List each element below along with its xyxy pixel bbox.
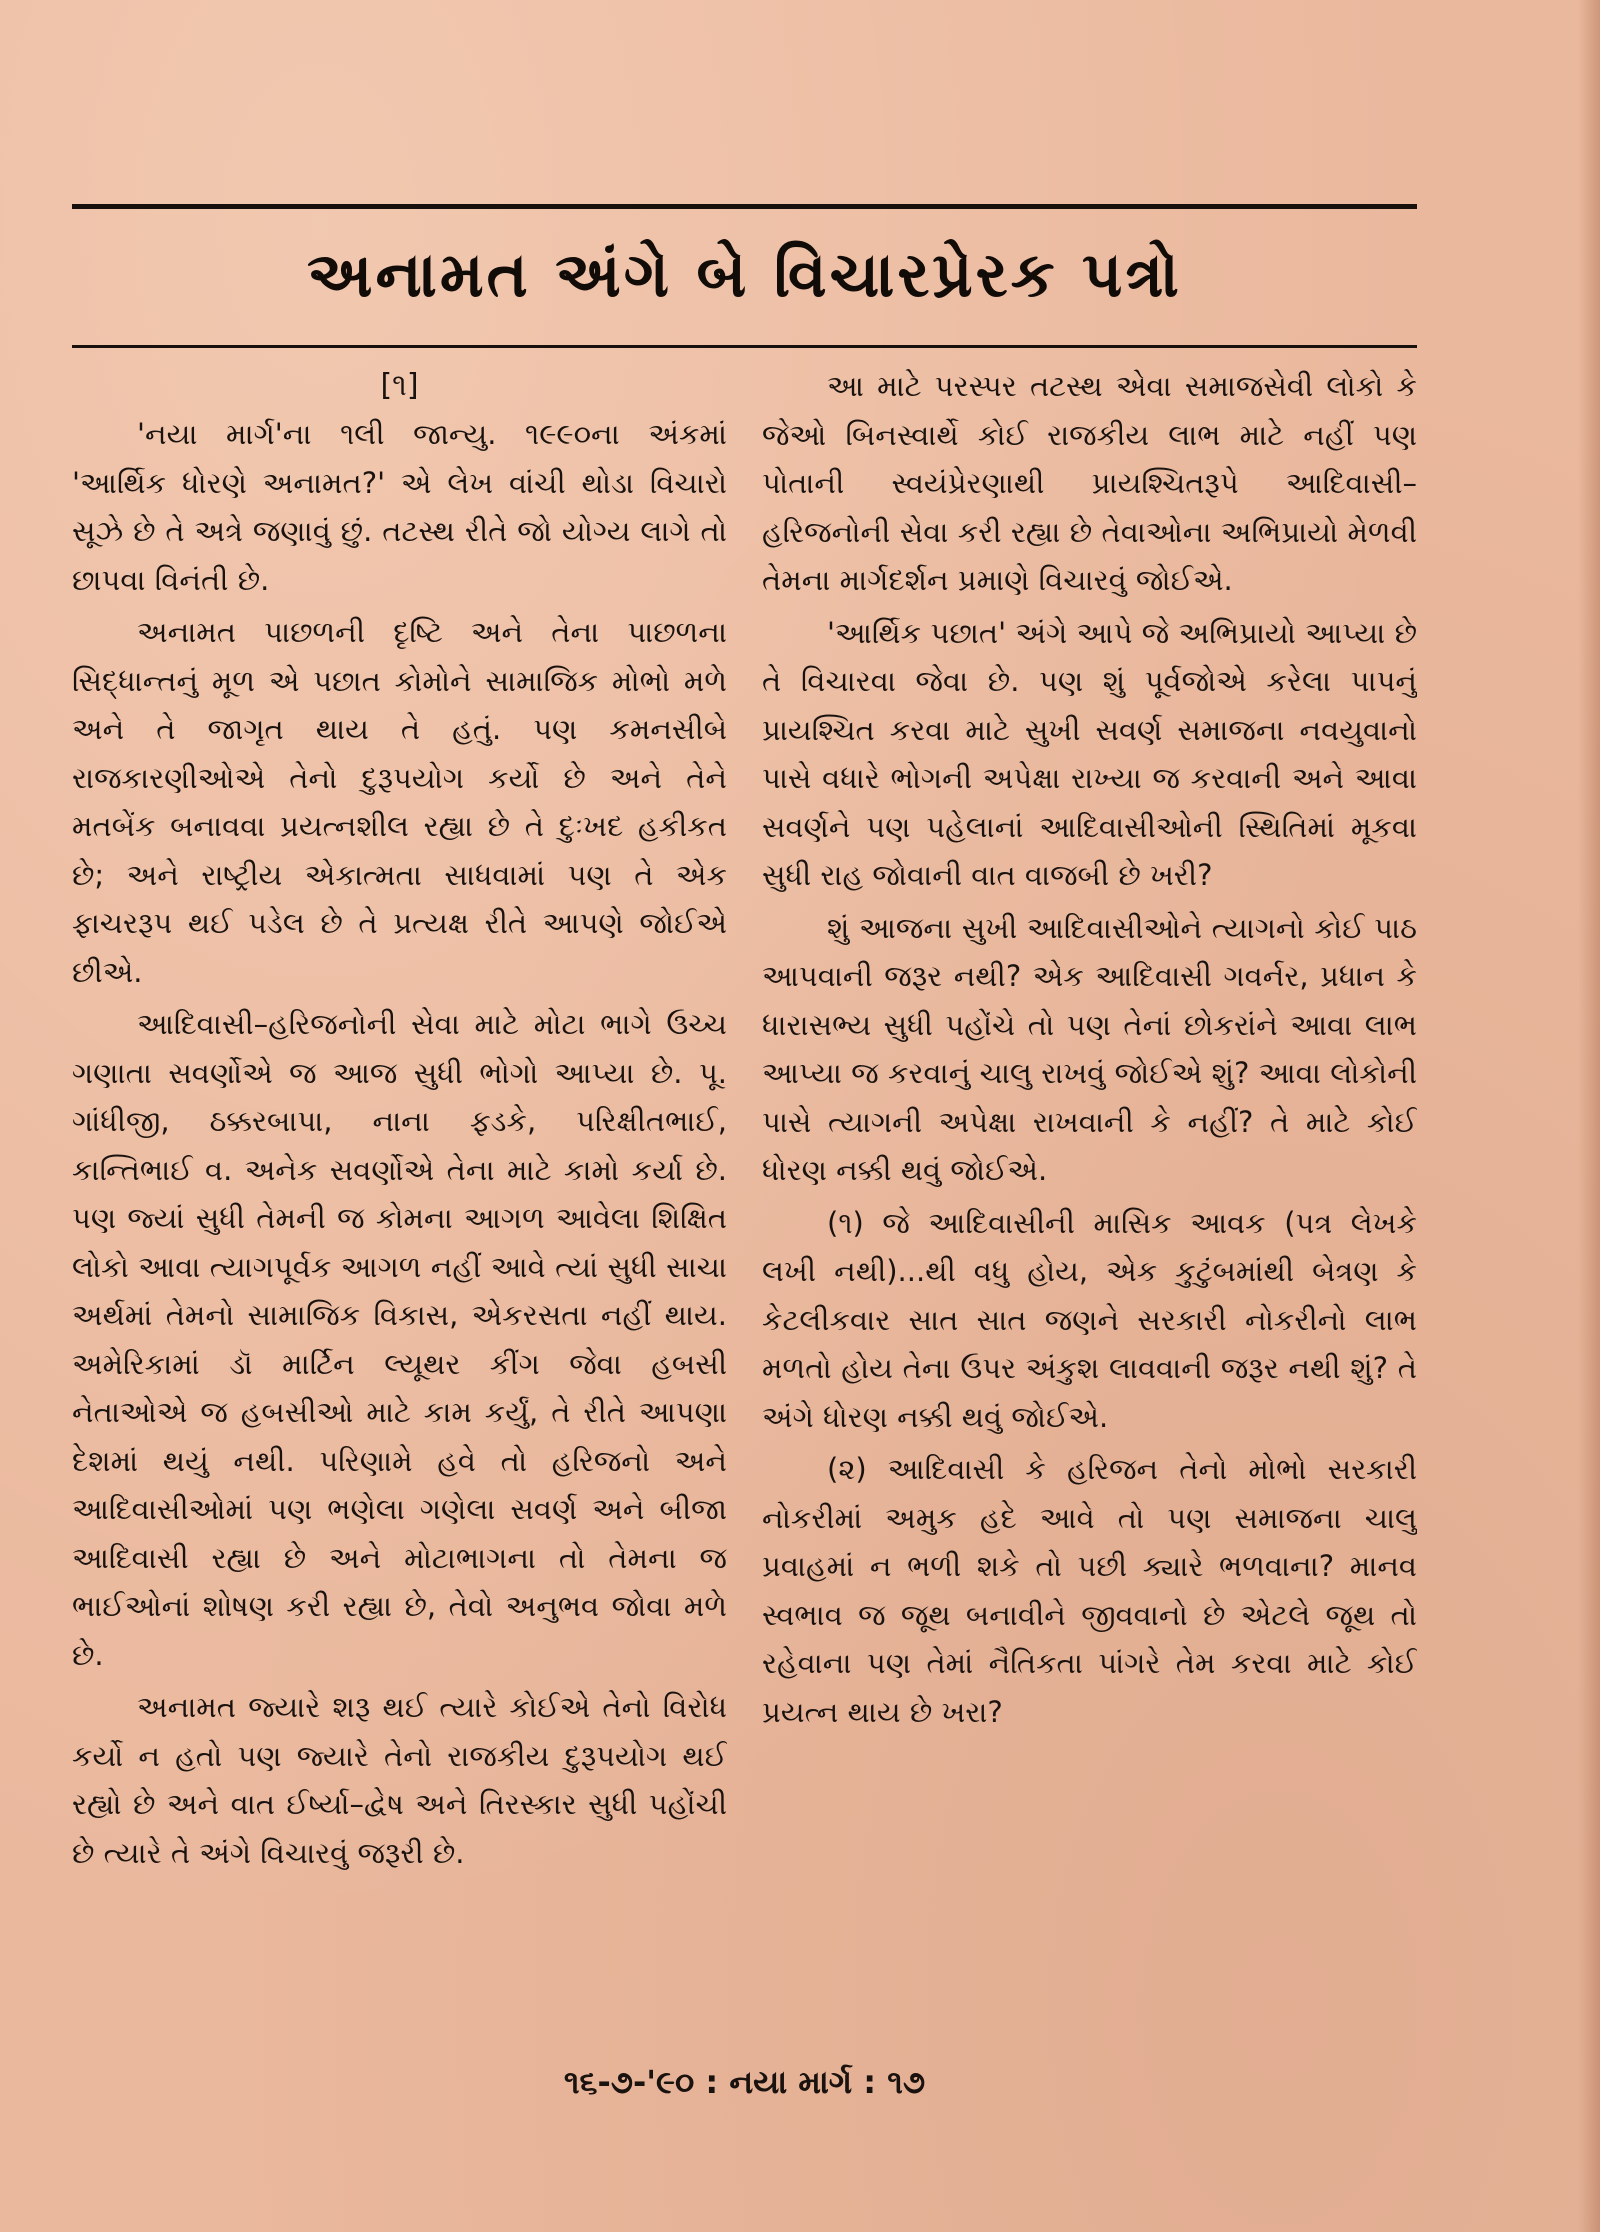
paragraph: શું આજના સુખી આદિવાસીઓને ત્યાગનો કોઈ પાઠ આપવાની જરૂર નથી? એક આદિવાસી ગવર્નર, પ્રધાન કે ધારાસભ્ય સુધી પહોંચે તો પણ તેનાં છોકરાંને આવા લાભ આપ્યા જ કરવાનું ચાલુ રાખવું જોઈએ શું? આવા લોકોની પાસે ત્યાગની અપેક્ષા રાખવાની કે નહીં? તે માટે કોઈ ધોરણ નક્કી થવું જોઈએ.	[762, 910, 1417, 1187]
paragraph: (૨) આદિવાસી કે હરિજન તેનો મોભો સરકારી નોકરીમાં અમુક હદે આવે તો પણ સમાજના ચાલુ પ્રવાહમાં ન ભળી શકે તો પછી ક્યારે ભળવાના? માનવ સ્વભાવ જ જૂથ બનાવીને જીવવાનો છે એટલે જૂથ તો રહેવાના પણ તેમાં નૈતિકતા પાંગરે તેમ કરવા માટે કોઈ પ્રયત્ન થાય છે ખરા?	[762, 1452, 1417, 1729]
page-edge-shadow	[1578, 0, 1600, 2232]
title-bottom-rule	[72, 345, 1417, 348]
left-column	[72, 362, 727, 2022]
paragraph: (૧) જે આદિવાસીની માસિક આવક (પત્ર લેખકે લખી નથી)...થી વધુ હોય, એક કુટુંબમાંથી બેત્રણ કે કેટલીકવાર સાત સાત જણને સરકારી નોકરીનો લાભ મળતો હોય તેના ઉપર અંકુશ લાવવાની જરૂર નથી શું? તે અંગે ધોરણ નક્કી થવું જોઈએ.	[762, 1205, 1417, 1434]
article-title: અનામત અંગે બે વિચારપ્રેરક પત્રો	[307, 238, 1182, 311]
paragraph: આદિવાસી–હરિજનોની સેવા માટે મોટા ભાગે ઉચ્ચ ગણાતા સવર્ણોએ જ આજ સુધી ભોગો આપ્યા છે. પૂ. ગાંધીજી, ઠક્કરબાપા, નાના ફડકે, પરિક્ષીતભાઈ, કાન્તિભાઈ વ. અનેક સવર્ણોએ તેના માટે કામો કર્યા છે. પણ જ્યાં સુધી તેમની જ કોમના આગળ આવેલા શિક્ષિત લોકો આવા ત્યાગપૂર્વક આગળ નહીં આવે ત્યાં સુધી સાચા અર્થમાં તેમનો સામાજિક વિકાસ, એકરસતા નહીં થાય. અમેરિકામાં ડૉ માર્ટિન લ્યૂથર કીંગ જેવા હબસી નેતાઓએ જ હબસીઓ માટે કામ કર્યું, તે રીતે આપણા દેશમાં થયું નથી. પરિણામે હવે તો હરિજનો અને આદિવાસીઓમાં પણ ભણેલા ગણેલા સવર્ણ અને બીજા આદિવાસી રહ્યા છે અને મોટાભાગના તો તેમના જ ભાઈઓનાં શોષણ કરી રહ્યા છે, તેવો અનુભવ જોવા મળે છે.	[72, 1007, 727, 1672]
paragraph: અનામત જ્યારે શરૂ થઈ ત્યારે કોઈએ તેનો વિરોધ કર્યો ન હતો પણ જ્યારે તેનો રાજકીય દુરૂપયોગ થઈ રહ્યો છે અને વાત ઈર્ષ્યા–દ્વેષ અને તિરસ્કાર સુધી પહોંચી છે ત્યારે તે અંગે વિચારવું જરૂરી છે.	[72, 1690, 727, 1870]
letter-number: [૧]	[380, 368, 419, 403]
page-footer: ૧૬-૭-'૯૦ : નયા માર્ગ : ૧૭	[563, 2063, 926, 2101]
paragraph: 'નયા માર્ગ'ના ૧લી જાન્યુ. ૧૯૯૦ના અંકમાં 'આર્થિક ધોરણે અનામત?' એ લેખ વાંચી થોડા વિચારો સૂઝે છે તે અત્રે જણાવું છું. તટસ્થ રીતે જો યોગ્ય લાગે તો છાપવા વિનંતી છે.	[72, 417, 727, 597]
title-top-rule	[72, 204, 1417, 209]
right-column	[762, 362, 1417, 2022]
paragraph: અનામત પાછળની દૃષ્ટિ અને તેના પાછળના સિદ્ધાન્તનું મૂળ એ પછાત કોમોને સામાજિક મોભો મળે અને તે જાગૃત થાય તે હતું. પણ કમનસીબે રાજકારણીઓએ તેનો દુરૂપયોગ કર્યો છે અને તેને મતબેંક બનાવવા પ્રયત્નશીલ રહ્યા છે તે દુઃખદ હકીકત છે; અને રાષ્ટ્રીય એકાત્મતા સાધવામાં પણ તે એક ફાચરરૂપ થઈ પડેલ છે તે પ્રત્યક્ષ રીતે આપણે જોઈએ છીએ.	[72, 615, 727, 989]
paragraph: 'આર્થિક પછાત' અંગે આપે જે અભિપ્રાયો આપ્યા છે તે વિચારવા જેવા છે. પણ શું પૂર્વજોએ કરેલા પાપનું પ્રાયશ્ચિત કરવા માટે સુખી સવર્ણ સમાજના નવયુવાનો પાસે વધારે ભોગની અપેક્ષા રાખ્યા જ કરવાની અને આવા સવર્ણને પણ પહેલાનાં આદિવાસીઓની સ્થિતિમાં મૂકવા સુધી રાહ જોવાની વાત વાજબી છે ખરી?	[762, 615, 1417, 892]
paragraph: આ માટે પરસ્પર તટસ્થ એવા સમાજસેવી લોકો કે જેઓ બિનસ્વાર્થે કોઈ રાજકીય લાભ માટે નહીં પણ પોતાની સ્વયંપ્રેરણાથી પ્રાયશ્ચિતરૂપે આદિવાસી–હરિજનોની સેવા કરી રહ્યા છે તેવાઓના અભિપ્રાયો મેળવી તેમના માર્ગદર્શન પ્રમાણે વિચારવું જોઈએ.	[762, 369, 1417, 597]
